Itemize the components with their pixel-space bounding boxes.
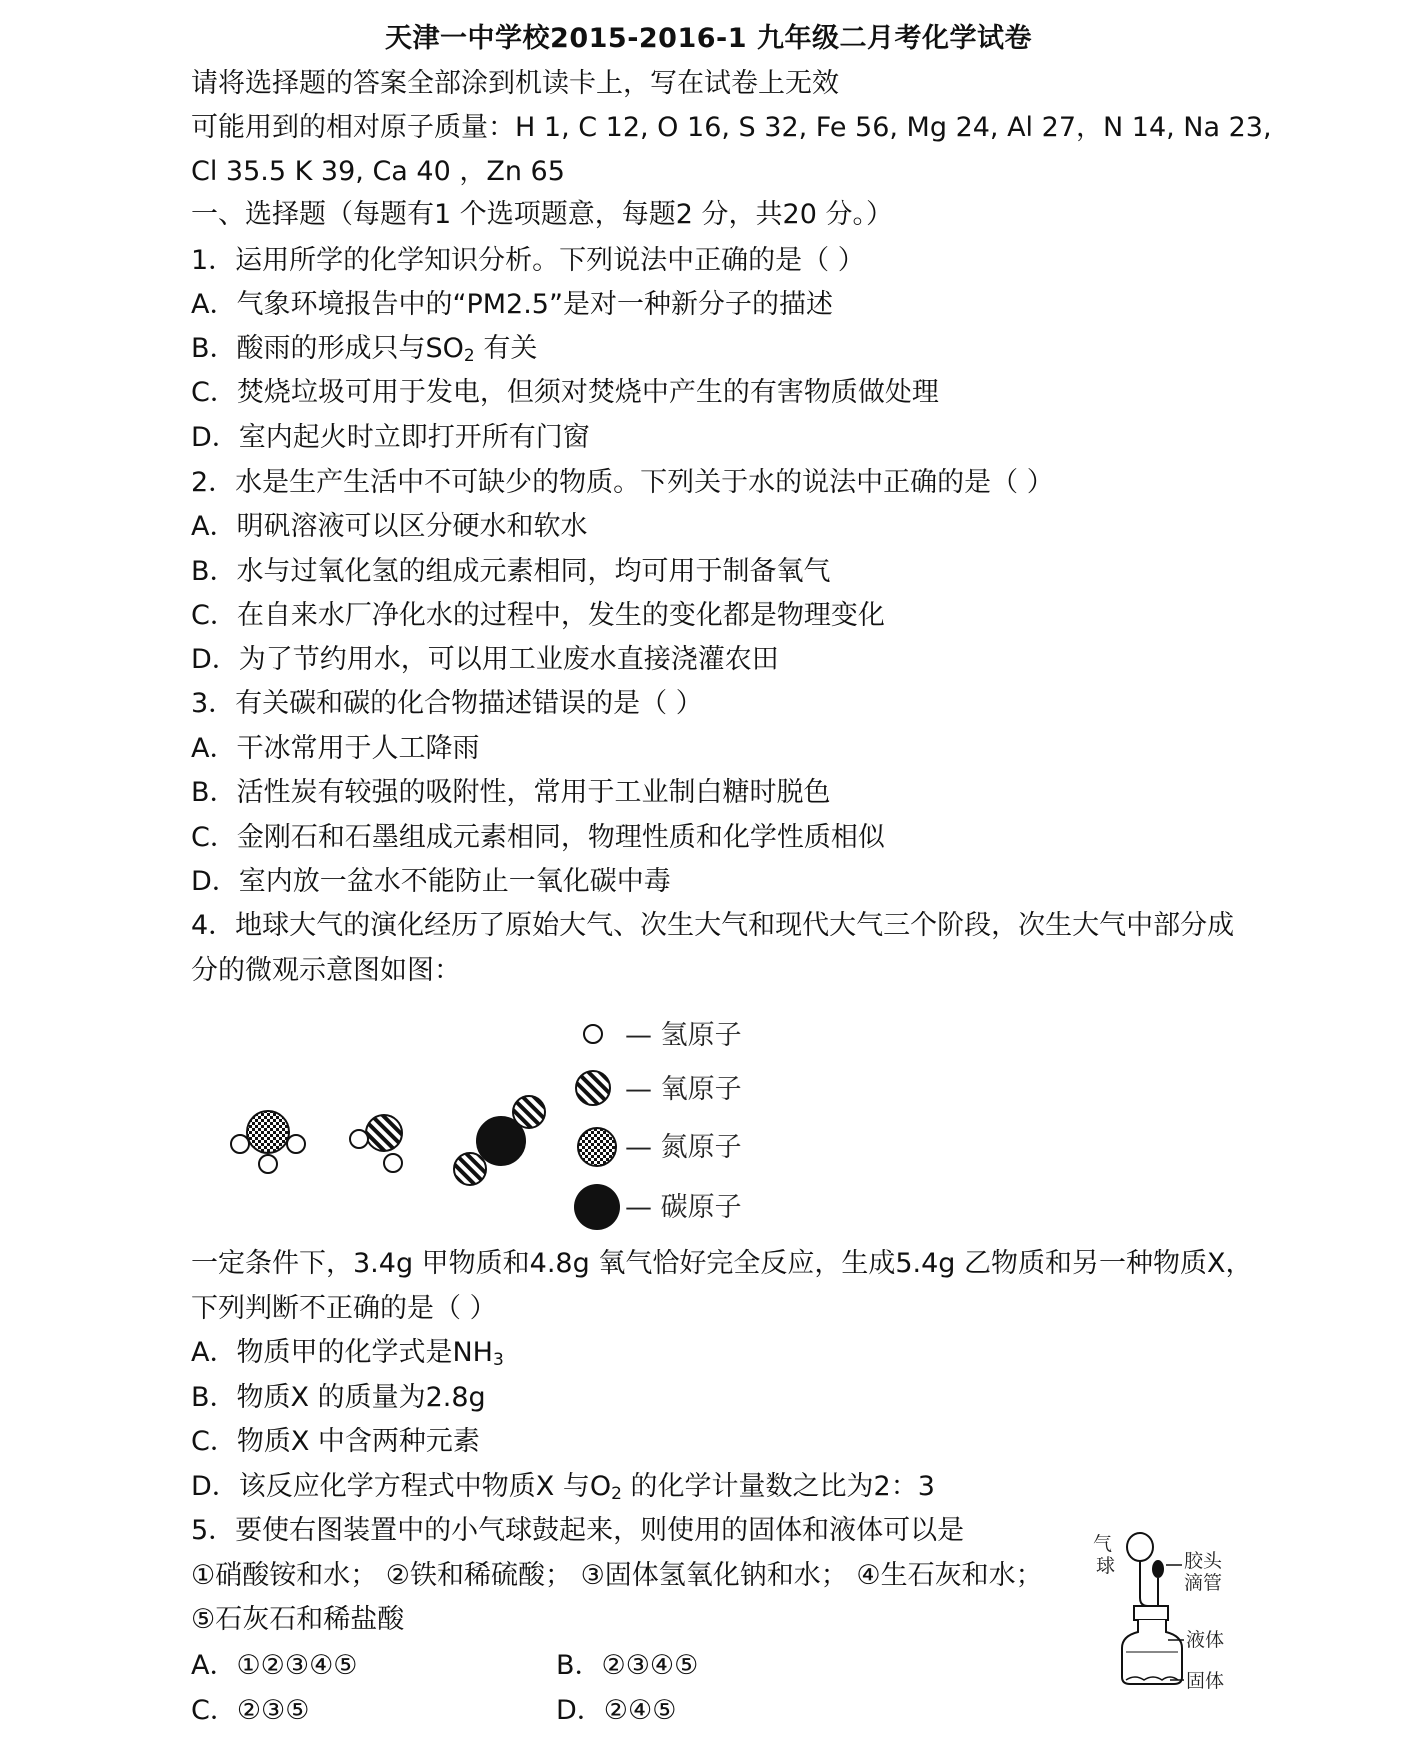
q4-option-c: C．物质X 中含两种元素 (191, 1426, 480, 1457)
ammonia-molecule (231, 1111, 305, 1173)
balloon-apparatus (1093, 1533, 1224, 1692)
q1-option-d: D．室内起火时立即打开所有门窗 (191, 422, 590, 453)
q5-items-line-2: ⑤石灰石和稀盐酸 (191, 1604, 405, 1635)
apparatus-label-balloon-2: 球 (1096, 1555, 1116, 1577)
carbon-dioxide-molecule (454, 1096, 545, 1185)
q4-option-b: B．物质X 的质量为2.8g (191, 1382, 486, 1413)
q2-option-a: A．明矾溶液可以区分硬水和软水 (191, 511, 588, 542)
q3-option-a: A．干冰常用于人工降雨 (191, 733, 480, 764)
q1-option-a: A．气象环境报告中的“PM2.5”是对一种新分子的描述 (191, 289, 833, 320)
q5-stem: 5．要使右图装置中的小气球鼓起来，则使用的固体和液体可以是 (191, 1515, 965, 1546)
q4-condition-line-2: 下列判断不正确的是（ ） (191, 1293, 497, 1324)
legend-nitrogen-symbol (578, 1128, 616, 1166)
legend-carbon: — 碳原子 (625, 1192, 742, 1223)
legend-hydrogen: — 氢原子 (625, 1020, 742, 1051)
legend-hydrogen-symbol (584, 1025, 602, 1043)
q3-option-d: D．室内放一盆水不能防止一氧化碳中毒 (191, 866, 671, 897)
legend-nitrogen: — 氮原子 (625, 1132, 742, 1163)
q5-option-a: A．①②③④⑤ (191, 1650, 358, 1681)
q1-stem: 1．运用所学的化学知识分析。下列说法中正确的是（ ） (191, 245, 865, 276)
q1-option-c: C．焚烧垃圾可用于发电，但须对焚烧中产生的有害物质做处理 (191, 377, 939, 408)
q4-condition-line-1: 一定条件下，3.4g 甲物质和4.8g 氧气恰好完全反应，生成5.4g 乙物质和另一种物质X， (191, 1248, 1253, 1279)
q5-items-line-1: ①硝酸铵和水； ②铁和稀硫酸； ③固体氢氧化钠和水； ④生石灰和水； (191, 1560, 1043, 1591)
q5-option-d: D．②④⑤ (556, 1695, 677, 1726)
exam-title: 天津一中学校2015-2016-1 九年级二月考化学试卷 (385, 23, 1032, 54)
legend-oxygen: — 氧原子 (625, 1074, 742, 1105)
atomic-masses-line-1: 可能用到的相对原子质量：H 1, C 12, O 16, S 32, Fe 56, Mg 24, Al 27，N 14, Na 23, (191, 112, 1272, 143)
q2-stem: 2．水是生产生活中不可缺少的物质。下列关于水的说法中正确的是（ ） (191, 467, 1054, 498)
legend-oxygen-symbol (576, 1071, 610, 1105)
q4-stem-line-1: 4．地球大气的演化经历了原始大气、次生大气和现代大气三个阶段，次生大气中部分成 (191, 910, 1235, 941)
q3-stem: 3．有关碳和碳的化合物描述错误的是（ ） (191, 688, 703, 719)
q2-option-b: B．水与过氧化氢的组成元素相同，均可用于制备氧气 (191, 556, 831, 587)
q3-option-c: C．金刚石和石墨组成元素相同，物理性质和化学性质相似 (191, 822, 885, 853)
apparatus-label-liquid: 液体 (1186, 1629, 1225, 1651)
q2-option-d: D．为了节约用水，可以用工业废水直接浇灌农田 (191, 644, 779, 675)
apparatus-label-dropper-2: 滴管 (1184, 1572, 1223, 1594)
q4-option-a: A．物质甲的化学式是$NH_3$ (191, 1337, 504, 1370)
answer-note: 请将选择题的答案全部涂到机读卡上，写在试卷上无效 (191, 68, 839, 99)
apparatus-label-solid: 固体 (1186, 1670, 1225, 1692)
atom-legend (574, 1020, 742, 1230)
q3-option-b: B．活性炭有较强的吸附性，常用于工业制白糖时脱色 (191, 777, 831, 808)
water-molecule (350, 1115, 402, 1172)
section-heading: 一、选择题（每题有1 个选项题意，每题2 分，共20 分。） (191, 199, 893, 230)
q5-option-b: B．②③④⑤ (556, 1650, 699, 1681)
q4-stem-line-2: 分的微观示意图如图： (191, 955, 461, 986)
q4-option-d: D．该反应化学方程式中物质X 与$O_2$ 的化学计量数之比为2：3 (191, 1471, 935, 1504)
legend-carbon-symbol (574, 1184, 620, 1230)
atomic-masses-line-2: Cl 35.5 K 39, Ca 40 ，Zn 65 (191, 156, 565, 187)
apparatus-label-dropper-1: 胶头 (1184, 1550, 1223, 1572)
apparatus-label-balloon-1: 气 (1093, 1533, 1113, 1555)
q1-option-b: B．酸雨的形成只与$SO_2$ 有关 (191, 333, 538, 366)
q2-option-c: C．在自来水厂净化水的过程中，发生的变化都是物理变化 (191, 600, 885, 631)
q5-option-c: C．②③⑤ (191, 1695, 310, 1726)
